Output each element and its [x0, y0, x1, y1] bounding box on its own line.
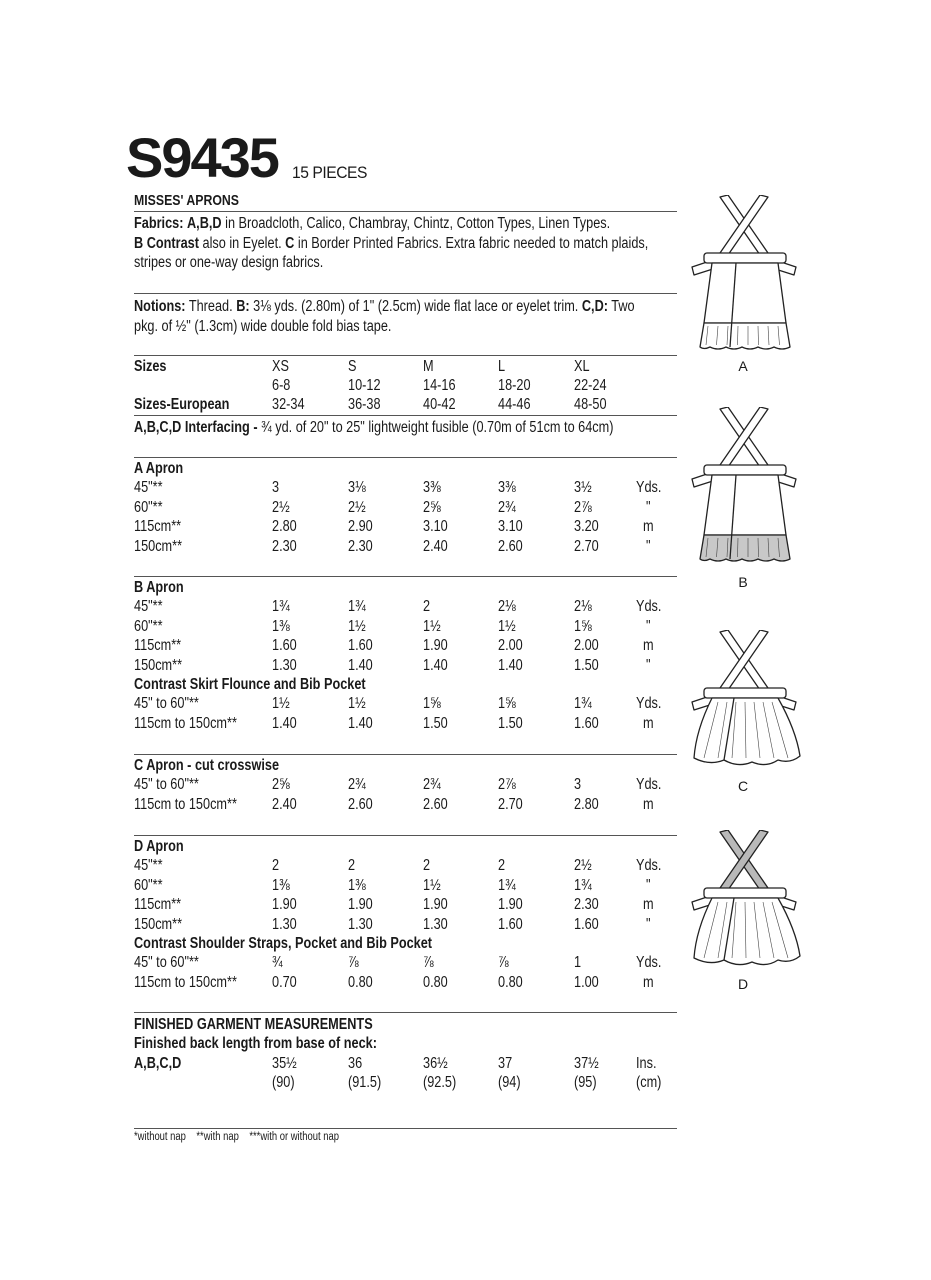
finished-inches: 36½ [423, 1055, 448, 1072]
yardage-value: 2.90 [348, 518, 373, 536]
fabric-width-label: 45" to 60"** [134, 776, 199, 794]
yardage-value: 2½ [348, 498, 366, 516]
yardage-value: 1.90 [272, 896, 297, 914]
unit-label: Yds. [636, 598, 662, 616]
unit-label: Yds. [636, 695, 662, 713]
yardage-row [134, 876, 694, 895]
yardage-row [134, 915, 694, 934]
unit-label: m [642, 973, 654, 991]
yardage-value: 2¾ [498, 498, 516, 516]
divider [134, 835, 677, 836]
fabric-width-label: 115cm** [134, 896, 182, 914]
unit-label: " [646, 498, 651, 516]
finished-cm: (95) [574, 1074, 597, 1091]
unit-label: m [642, 714, 654, 732]
section-title-row [134, 459, 694, 478]
divider [134, 754, 677, 755]
notions-cd-text: Two pkg. of ½" (1.3cm) wide double fold bias tape. [134, 298, 635, 335]
yardage-value: ⅞ [348, 954, 359, 972]
yardage-row [134, 537, 694, 556]
yardage-row [134, 795, 694, 814]
yardage-value: 1.40 [423, 656, 448, 674]
unit-label: Yds. [636, 776, 662, 794]
divider [134, 1012, 677, 1013]
size-european: 44-46 [498, 396, 531, 413]
yardage-value: 2.70 [498, 795, 523, 813]
notions-paragraph [134, 297, 659, 336]
sizes-label: Sizes [134, 358, 167, 375]
yardage-value: 1.50 [498, 714, 523, 732]
notions-label: Notions: [134, 298, 186, 315]
fabric-width-label: 60"** [134, 876, 163, 894]
size-european: 36-38 [348, 396, 381, 413]
notions-cd-label: C,D: [581, 298, 608, 315]
yardage-value: 2.30 [272, 537, 297, 555]
yardage-value: 1.90 [423, 637, 448, 655]
fabric-width-label: 150cm** [134, 537, 183, 555]
apron-illustration [682, 630, 806, 770]
unit-label: Yds. [636, 954, 662, 972]
yardage-value: 1½ [498, 617, 516, 635]
contrast-yardage-row [134, 973, 694, 992]
size-letter: S [348, 358, 357, 375]
section-title-row [134, 578, 694, 597]
contrast-width-label: 115cm to 150cm** [134, 973, 237, 991]
fabrics-c-text: in Border Printed Fabrics. Extra fabric needed to match plaids, stripes or one-way design fabrics. [134, 234, 649, 271]
section-title: D Apron [134, 838, 184, 855]
unit-label: m [642, 637, 654, 655]
yardage-value: 1.40 [498, 656, 523, 674]
yardage-value: 1.30 [423, 915, 448, 933]
yardage-value: 1⅜ [272, 617, 290, 635]
finished-inches-unit: Ins. [636, 1055, 657, 1072]
yardage-value: 2.00 [574, 637, 599, 655]
yardage-value: 1.90 [348, 896, 373, 914]
yardage-value: 2¾ [348, 776, 366, 794]
divider [134, 415, 677, 416]
sizes-us-row [134, 376, 694, 395]
finished-subtitle-row [134, 1034, 694, 1053]
size-letter: M [423, 358, 434, 375]
finished-label: A,B,C,D [134, 1055, 182, 1072]
yardage-value: 1.30 [272, 915, 297, 933]
yardage-value: 1.60 [348, 637, 373, 655]
fabric-width-label: 150cm** [134, 915, 183, 933]
finished-inches: 37½ [574, 1055, 599, 1072]
yardage-value: 1¾ [348, 598, 366, 616]
yardage-value: 3½ [574, 479, 592, 497]
yardage-value: 2.40 [272, 795, 297, 813]
yardage-value: 1.90 [423, 896, 448, 914]
fabric-width-label: 45"** [134, 857, 163, 875]
yardage-value: 2 [348, 857, 356, 875]
pattern-number: S9435 [126, 126, 278, 189]
yardage-value: 2.40 [423, 537, 448, 555]
yardage-value: 1.40 [272, 714, 297, 732]
yardage-value: 1⅝ [574, 617, 592, 635]
size-european: 40-42 [423, 396, 456, 413]
notions-b-label: B: [236, 298, 250, 315]
yardage-row [134, 498, 694, 517]
fabric-width-label: 115cm** [134, 518, 182, 536]
section-title: C Apron - cut crosswise [134, 757, 280, 774]
interfacing-label: A,B,C,D Interfacing - [134, 419, 258, 436]
contrast-title-row [134, 934, 694, 953]
yardage-value: 3.10 [498, 518, 523, 536]
unit-label: Yds. [636, 857, 662, 875]
divider [134, 1128, 677, 1129]
yardage-value: 1.60 [498, 915, 523, 933]
yardage-row [134, 597, 694, 616]
yardage-value: 2⅝ [423, 498, 441, 516]
nap-footnote: *without nap **with nap ***with or without nap [134, 1131, 339, 1143]
contrast-yardage-row [134, 714, 694, 733]
yardage-value: 3 [574, 776, 582, 794]
fabrics-c-label: C [285, 234, 295, 252]
yardage-value: 2⅝ [272, 776, 290, 794]
yardage-value: 2⅛ [498, 598, 516, 616]
yardage-value: 1.30 [272, 656, 297, 674]
yardage-row [134, 856, 694, 875]
finished-inches: 36 [348, 1055, 363, 1072]
unit-label: " [646, 617, 651, 635]
size-us: 22-24 [574, 377, 607, 394]
fabric-width-label: 115cm to 150cm** [134, 795, 237, 813]
divider [134, 293, 677, 294]
yardage-value: 3⅜ [498, 479, 516, 497]
yardage-value: 1½ [423, 617, 441, 635]
yardage-value: 1.50 [574, 656, 599, 674]
size-european: 48-50 [574, 396, 607, 413]
yardage-value: 1⅜ [272, 876, 290, 894]
size-us: 18-20 [498, 377, 531, 394]
apron-illustration [682, 195, 806, 355]
finished-inches: 35½ [272, 1055, 297, 1072]
fabrics-label: Fabrics: [134, 215, 184, 232]
unit-label: m [642, 896, 654, 914]
yardage-value: 1.30 [348, 915, 373, 933]
size-us: 6-8 [272, 377, 291, 394]
yardage-value: 2 [423, 857, 431, 875]
size-us: 14-16 [423, 377, 456, 394]
interfacing-line [134, 418, 659, 438]
contrast-width-label: 45" to 60"** [134, 954, 199, 972]
yardage-value: 1 [574, 954, 582, 972]
divider [134, 355, 677, 356]
fabric-width-label: 150cm** [134, 656, 183, 674]
fabrics-b-contrast-label: B Contrast [134, 234, 199, 252]
finished-cm: (91.5) [348, 1074, 382, 1091]
yardage-value: 2.70 [574, 537, 599, 555]
yardage-value: 1¾ [498, 876, 516, 894]
yardage-row [134, 636, 694, 655]
yardage-value: ⅞ [498, 954, 509, 972]
contrast-yardage-row [134, 953, 694, 972]
contrast-subtitle: Contrast Skirt Flounce and Bib Pocket [134, 676, 366, 693]
divider [134, 457, 677, 458]
apron-view-c [682, 630, 806, 775]
yardage-value: 1.60 [574, 915, 599, 933]
size-letter: L [498, 358, 506, 375]
yardage-value: 1.60 [272, 637, 297, 655]
section-title: A Apron [134, 460, 184, 477]
apron-view-d [682, 830, 806, 975]
view-label: A [738, 358, 748, 374]
unit-label: m [642, 518, 654, 536]
yardage-row [134, 617, 694, 636]
yardage-value: 2½ [272, 498, 290, 516]
finished-cm-unit: (cm) [636, 1074, 662, 1091]
yardage-row [134, 775, 694, 794]
view-label: C [737, 778, 749, 794]
contrast-title-row [134, 675, 694, 694]
finished-cm-row [134, 1073, 694, 1092]
yardage-value: 1½ [348, 617, 366, 635]
fabric-width-label: 45"** [134, 479, 163, 497]
pattern-header [126, 128, 374, 188]
yardage-value: ¾ [272, 954, 283, 972]
yardage-row [134, 517, 694, 536]
yardage-value: 3.20 [574, 518, 599, 536]
apron-illustration [682, 830, 806, 970]
unit-label: Yds. [636, 479, 662, 497]
finished-cm: (94) [498, 1074, 521, 1091]
yardage-value: 1¾ [574, 695, 592, 713]
fabric-width-label: 45"** [134, 598, 163, 616]
yardage-row [134, 478, 694, 497]
interfacing-text: ¾ yd. of 20" to 25" lightweight fusible (0.70m of 51cm to 64cm) [257, 419, 614, 436]
yardage-value: 1¾ [574, 876, 592, 894]
size-us: 10-12 [348, 377, 381, 394]
yardage-value: 2.80 [574, 795, 599, 813]
size-letter: XL [574, 358, 590, 375]
yardage-row [134, 895, 694, 914]
fabrics-views-abd: A,B,D [186, 215, 222, 232]
yardage-value: 2.60 [498, 537, 523, 555]
fabric-width-label: 60"** [134, 617, 163, 635]
yardage-value: 2⅞ [498, 776, 516, 794]
yardage-value: 1½ [348, 695, 366, 713]
contrast-width-label: 45" to 60"** [134, 695, 199, 713]
fabrics-abd-text: in Broadcloth, Calico, Chambray, Chintz, Cotton Types, Linen Types. [221, 215, 611, 232]
yardage-value: 2 [272, 857, 280, 875]
yardage-value: 3⅜ [423, 479, 441, 497]
contrast-width-label: 115cm to 150cm** [134, 714, 237, 732]
finished-cm: (90) [272, 1074, 295, 1091]
section-title-row [134, 837, 694, 856]
yardage-value: ⅞ [423, 954, 434, 972]
section-title: B Apron [134, 579, 184, 596]
section-title-row [134, 756, 694, 775]
yardage-value: 1¾ [272, 598, 290, 616]
finished-inches-row [134, 1054, 694, 1073]
finished-cm: (92.5) [423, 1074, 457, 1091]
finished-title: FINISHED GARMENT MEASUREMENTS [134, 1016, 373, 1033]
piece-count: 15 PIECES [292, 163, 368, 182]
view-label: B [738, 574, 748, 590]
sizes-european-label: Sizes-European [134, 396, 230, 413]
yardage-value: 2.60 [348, 795, 373, 813]
unit-label: " [646, 537, 651, 555]
fabric-width-label: 60"** [134, 498, 163, 516]
yardage-value: 2.00 [498, 637, 523, 655]
yardage-value: 2.60 [423, 795, 448, 813]
yardage-value: 2½ [574, 857, 592, 875]
sizes-row [134, 357, 694, 376]
yardage-value: 1⅝ [423, 695, 441, 713]
yardage-value: 2.30 [348, 537, 373, 555]
yardage-value: 1.40 [348, 714, 373, 732]
yardage-value: 1.00 [574, 973, 599, 991]
contrast-yardage-row [134, 694, 694, 713]
yardage-value: 2⅛ [574, 598, 592, 616]
fabric-width-label: 115cm** [134, 637, 182, 655]
yardage-value: 3 [272, 479, 280, 497]
yardage-value: 1.60 [574, 714, 599, 732]
unit-label: " [646, 656, 651, 674]
size-letter: XS [272, 358, 289, 375]
yardage-value: 0.80 [423, 973, 448, 991]
yardage-value: 1.50 [423, 714, 448, 732]
divider [134, 576, 677, 577]
yardage-value: 1⅜ [348, 876, 366, 894]
notions-b-text: 3⅛ yds. (2.80m) of 1" (2.5cm) wide flat lace or eyelet trim. [249, 298, 582, 315]
fabrics-paragraph [134, 214, 659, 273]
yardage-value: 3⅛ [348, 479, 366, 497]
yardage-value: 1½ [272, 695, 290, 713]
yardage-value: 1.90 [498, 896, 523, 914]
yardage-value: 0.70 [272, 973, 297, 991]
finished-subtitle: Finished back length from base of neck: [134, 1035, 377, 1052]
yardage-value: 3.10 [423, 518, 448, 536]
yardage-value: 0.80 [348, 973, 373, 991]
finished-inches: 37 [498, 1055, 513, 1072]
pattern-title: MISSES' APRONS [134, 192, 239, 209]
yardage-value: 1½ [423, 876, 441, 894]
yardage-value: 2.30 [574, 896, 599, 914]
apron-view-b [682, 407, 806, 572]
yardage-value: 2⅞ [574, 498, 592, 516]
unit-label: m [642, 795, 654, 813]
divider [134, 211, 677, 212]
yardage-value: 2¾ [423, 776, 441, 794]
yardage-row [134, 656, 694, 675]
yardage-value: 1.40 [348, 656, 373, 674]
yardage-value: 2 [423, 598, 431, 616]
unit-label: " [646, 876, 651, 894]
yardage-value: 2.80 [272, 518, 297, 536]
notions-thread-text: Thread. [185, 298, 237, 315]
fabrics-b-contrast-text: also in Eyelet. [198, 234, 286, 252]
yardage-value: 1⅝ [498, 695, 516, 713]
apron-illustration [682, 407, 806, 567]
sizes-european-row [134, 395, 694, 414]
unit-label: " [646, 915, 651, 933]
yardage-value: 2 [498, 857, 506, 875]
yardage-value: 0.80 [498, 973, 523, 991]
contrast-subtitle: Contrast Shoulder Straps, Pocket and Bib Pocket [134, 935, 433, 952]
view-label: D [737, 976, 749, 992]
apron-view-a [682, 195, 806, 360]
size-european: 32-34 [272, 396, 305, 413]
finished-title-row [134, 1015, 694, 1034]
